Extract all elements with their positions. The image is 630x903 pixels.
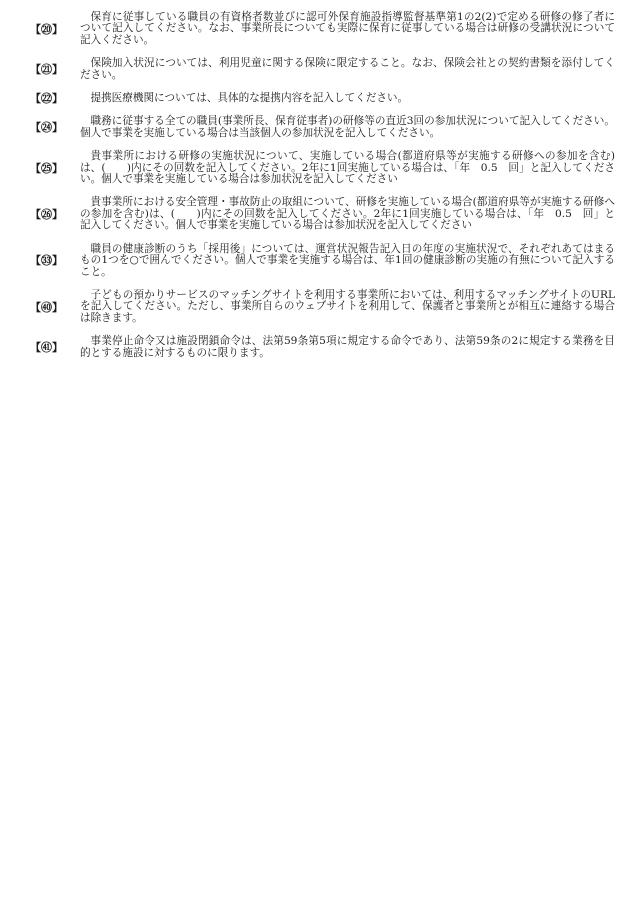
note-text: 事業停止命令又は施設閉鎖命令は、法第59条第5項に規定する命令であり、法第59条の2に規定する業務を目的とする施設に対するものに限ります。: [80, 335, 615, 359]
note-text: 職務に従事する全ての職員(事業所長、保育従事者)の研修等の直近3回の参加状況について記入してください。個人で事業を実施している場合は当該個人の参加状況を記入してください。: [80, 115, 615, 139]
note-label: 【㊶】: [30, 341, 63, 355]
note-text: 子どもの預かりサービスのマッチングサイトを利用する事業所においては、利用するマッチングサイトのURLを記入してください。ただし、事業所自らのウェブサイトを利用して、保護者と事業所とが相互に連絡する場合は除きます。: [80, 288, 615, 324]
note-label: 【㉕】: [30, 161, 63, 175]
note-26: [30, 197, 615, 231]
note-label: 【㉔】: [30, 121, 63, 135]
note-text: 提携医療機関については、具体的な提携内容を記入してください。: [90, 92, 409, 105]
note-label: 【㉑】: [30, 63, 63, 77]
note-22: [30, 93, 615, 104]
note-20: [30, 12, 615, 46]
note-text: 貴事業所における研修の実施状況について、実施している場合(都道府県等が実施する研修への参加を含む)は、( )内にその回数を記入してください。2年に1回実施している場合は、「年 0.5 回」と記入してください。個人で事業を実施している場合は参加状況を記入してください: [80, 150, 615, 186]
note-label: 【⑳】: [30, 22, 63, 36]
note-21: [30, 58, 615, 81]
note-40: [30, 290, 615, 324]
note-41: [30, 336, 615, 359]
note-label: 【㉖】: [30, 208, 63, 222]
note-text: 職員の健康診断のうち「採用後」については、運営状況報告記入日の年度の実施状況で、それぞれあてはまるもの1つを○で囲んでください。個人で事業を実施する場合は、年1回の健康診断の実施の有無について記入すること。: [80, 242, 615, 278]
note-text: 保険加入状況については、利用児童に関する保険に限定すること。なお、保険会社との契約書類を添付してください。: [80, 57, 615, 81]
note-24: [30, 116, 615, 139]
note-label: 【㉒】: [30, 92, 63, 106]
note-25: [30, 151, 615, 185]
note-33: [30, 244, 615, 278]
note-text: 貴事業所における安全管理・事故防止の取組について、研修を実施している場合(都道府県等が実施する研修への参加を含む)は、( )内にその回数を記入してください。2年に1回実施している場合は、「年 0.5 回」と記入してください。個人で事業を実施している場合は参加状況を記入してください: [80, 196, 615, 232]
note-text: 保育に従事している職員の有資格者数並びに認可外保育施設指導監督基準第1の2(2)で定める研修の修了者について記入してください。なお、事業所長についても実際に保育に従事している場合は研修の受講状況について記入ください。: [80, 11, 615, 46]
note-label: 【㉝】: [30, 254, 63, 268]
notes-list: [30, 12, 615, 371]
note-label: 【㊵】: [30, 300, 63, 314]
